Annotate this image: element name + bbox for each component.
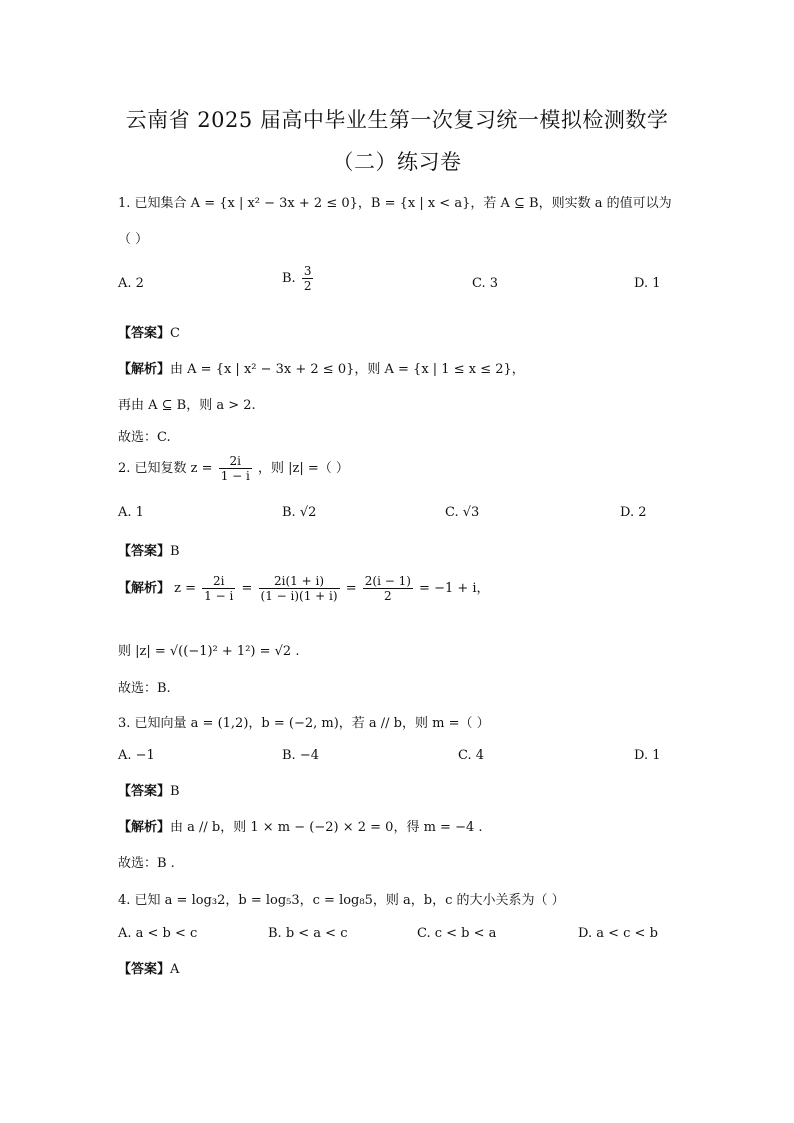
q4-answer (118, 958, 179, 977)
q2-stem (118, 454, 349, 483)
q3-analysis (118, 816, 483, 835)
title-line-1: 云南省 2025 届高中毕业生第一次复习统一模拟检测数学 (125, 108, 669, 132)
q2-frac-1-den: 1 − i (204, 589, 234, 603)
q2-frac-3-den: 2 (363, 588, 413, 603)
q2-option-d: D. 2 (620, 505, 647, 520)
q1-analysis (118, 358, 525, 377)
q2-frac-2 (259, 574, 340, 603)
q4-option-c: C. c < b < a (417, 926, 497, 941)
q2-frac-tail: = −1 + i， (419, 581, 490, 596)
q2-stem-suffix: ，则 |z| =（ ） (257, 461, 349, 476)
q1-stem: 1. 已知集合 A = {x | x² − 3x + 2 ≤ 0}，B = {x | x < a}，若 A ⊆ B，则实数 a 的值可以为 (118, 196, 672, 211)
q1-option-d: D. 1 (634, 276, 661, 291)
q3-stem: 3. 已知向量 a = (1,2)，b = (−2, m)，若 a // b，则 m =（ ） (118, 716, 490, 731)
q3-option-d: D. 1 (634, 748, 661, 763)
q2-option-c: C. √3 (445, 505, 480, 520)
q2-stem-den: 1 − i (220, 469, 250, 483)
q4-option-a: A. a < b < c (118, 926, 198, 941)
q1-option-b-label: B. (282, 271, 296, 286)
q2-analysis-label: 【解析】 (118, 581, 171, 596)
q1-option-b-fraction (302, 264, 314, 293)
q1-analysis-label: 【解析】 (118, 362, 171, 377)
q3-option-b: B. −4 (282, 748, 319, 763)
q3-analysis-text: 由 a // b，则 1 × m − (−2) × 2 = 0，得 m = −4 . (170, 820, 483, 835)
q1-answer-value: C (170, 326, 180, 341)
q2-stem-num: 2i (229, 454, 241, 468)
q2-conclusion: 故选：B. (118, 681, 171, 696)
q2-stem-fraction (219, 454, 252, 483)
q1-stem-paren: （ ） (118, 232, 149, 247)
q3-answer-label: 【答案】 (118, 784, 171, 799)
title-line-2: （二）练习卷 (332, 150, 462, 174)
q4-answer-value: A (170, 962, 180, 977)
q4-stem: 4. 已知 a = log₃2，b = log₅3，c = log₈5，则 a，b，c 的大小关系为（ ） (118, 893, 565, 908)
q1-analysis-2: 再由 A ⊆ B，则 a > 2. (118, 398, 256, 413)
q1-conclusion: 故选：C. (118, 430, 171, 445)
q2-option-a: A. 1 (118, 505, 144, 520)
q1-option-c: C. 3 (472, 276, 499, 291)
q2-frac-2-den: (1 − i)(1 + i) (260, 589, 338, 603)
q1-option-a: A. 2 (118, 276, 144, 291)
q1-analysis-text: 由 A = {x | x² − 3x + 2 ≤ 0}，则 A = {x | 1 ≤ x ≤ 2}， (170, 362, 525, 377)
q3-answer (118, 780, 180, 799)
q2-answer (118, 540, 180, 559)
q2-option-b: B. √2 (282, 505, 317, 520)
q3-option-a: A. −1 (118, 748, 155, 763)
q1-answer-label: 【答案】 (118, 326, 171, 341)
q1-answer (118, 322, 180, 341)
q4-option-b: B. b < a < c (268, 926, 348, 941)
q2-frac-1 (202, 574, 235, 603)
q1-option-b (282, 264, 315, 293)
q1-option-b-den: 2 (303, 279, 312, 293)
q2-analysis: 【解析】 z = $\frac{2i}{1 - i}$ = $\frac{2i(1 + i)}{(1 - i)(1 + i)}$ = $\frac{2(i - 1)}{2}$ = −1 + i， (118, 574, 490, 603)
q2-frac-3 (363, 574, 413, 603)
q3-option-c: C. 4 (458, 748, 485, 763)
q2-analysis-2: 则 |z| = √((−1)² + 1²) = √2 . (118, 644, 300, 659)
q3-conclusion: 故选：B . (118, 856, 175, 871)
q2-frac-2-num: 2i(1 + i) (274, 574, 325, 588)
q4-option-d: D. a < c < b (578, 926, 658, 941)
q3-analysis-label: 【解析】 (118, 820, 171, 835)
q1-option-b-num: 3 (303, 264, 312, 278)
q2-answer-value: B (170, 544, 180, 559)
q2-frac-1-num: 2i (213, 574, 225, 588)
q3-answer-value: B (170, 784, 180, 799)
q2-frac-3-num: 2(i − 1) (364, 574, 411, 588)
q2-stem-prefix: 2. 已知复数 z = (118, 461, 213, 476)
q2-answer-label: 【答案】 (118, 544, 171, 559)
q4-answer-label: 【答案】 (118, 962, 171, 977)
